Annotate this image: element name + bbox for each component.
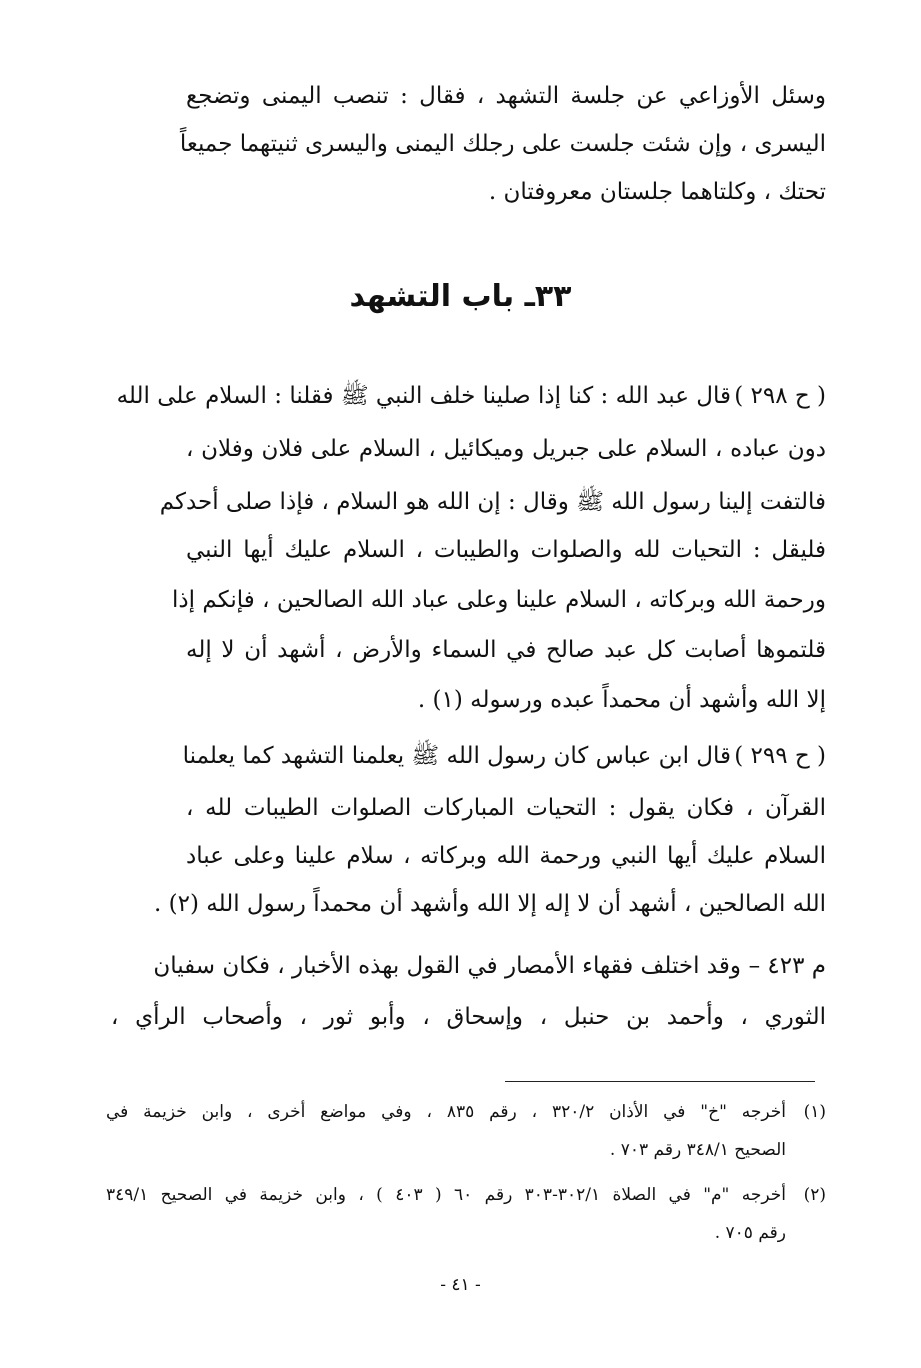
footnote-2-line: أخرجه "م" في الصلاة ٣٠٢/١-٣٠٣ رقم ٦٠ ( ٤٠٣ ) ، وابن خزيمة في الصحيح ٣٤٩/١ [106, 1185, 786, 1205]
masalah-423-line: الثوري ، وأحمد بن حنبل ، وإسحاق ، وأبو ثور ، وأصحاب الرأي ، [111, 1004, 826, 1030]
footnote-1-line: الصحيح ٣٤٨/١ رقم ٧٠٣ . [609, 1140, 786, 1160]
intro-line-2: اليسرى ، وإن شئت جلست على رجلك اليمنى واليسرى ثنيتهما جميعاً [179, 131, 826, 157]
hadith-299-line: الله الصالحين ، أشهد أن لا إله إلا الله وأشهد أن محمداً رسول الله (٢) . [154, 891, 826, 917]
hadith-299-line: السلام عليك أيها النبي ورحمة الله وبركاته ، سلام علينا وعلى عباد [186, 843, 826, 869]
hadith-299-line: القرآن ، فكان يقول : التحيات المباركات الصلوات الطيبات لله ، [186, 795, 826, 821]
hadith-298-line: قلتموها أصابت كل عبد صالح في السماء والأرض ، أشهد أن لا إله [186, 637, 826, 663]
hadith-298-line: فالتفت إلينا رسول الله ﷺ وقال : إن الله هو السلام ، فإذا صلى أحدكم [159, 489, 826, 515]
hadith-299-label: ( ح ٢٩٩ ) [734, 743, 826, 769]
hadith-298-line: فليقل : التحيات لله والصلوات والطيبات ، السلام عليك أيها النبي [186, 537, 826, 563]
footnote-2-number: (٢) [803, 1185, 826, 1205]
page-number: - ٤١ - [440, 1275, 481, 1295]
hadith-298-line: ورحمة الله وبركاته ، السلام علينا وعلى عباد الله الصالحين ، فإنكم إذا [172, 587, 826, 613]
hadith-298-first-line: قال عبد الله : كنا إذا صلينا خلف النبي ﷺ فقلنا : السلام على الله [116, 383, 731, 409]
footnote-1-line: أخرجه "خ" في الأذان ٣٢٠/٢ ، رقم ٨٣٥ ، وفي مواضع أخرى ، وابن خزيمة في [106, 1102, 786, 1122]
hadith-298-line: دون عباده ، السلام على جبريل وميكائيل ، السلام على فلان وفلان ، [186, 436, 826, 462]
intro-line-1: وسئل الأوزاعي عن جلسة التشهد ، فقال : تنصب اليمنى وتضجع [186, 83, 826, 109]
masalah-423-label: م ٤٢٣ – [748, 953, 826, 979]
hadith-298-line: إلا الله وأشهد أن محمداً عبده ورسوله (١) . [417, 687, 826, 713]
intro-line-3: تحتك ، وكلتاهما جلستان معروفتان . [488, 179, 826, 205]
masalah-423-first-line: وقد اختلف فقهاء الأمصار في القول بهذه الأخبار ، فكان سفيان [153, 953, 741, 979]
footnote-2-line: رقم ٧٠٥ . [714, 1223, 786, 1243]
footnote-1-number: (١) [803, 1102, 826, 1122]
footnote-separator [505, 1081, 815, 1082]
hadith-298-label: ( ح ٢٩٨ ) [734, 383, 826, 409]
hadith-299-first-line: قال ابن عباس كان رسول الله ﷺ يعلمنا التشهد كما يعلمنا [182, 743, 731, 769]
chapter-title: ٣٣ـ باب التشهد [349, 279, 572, 314]
